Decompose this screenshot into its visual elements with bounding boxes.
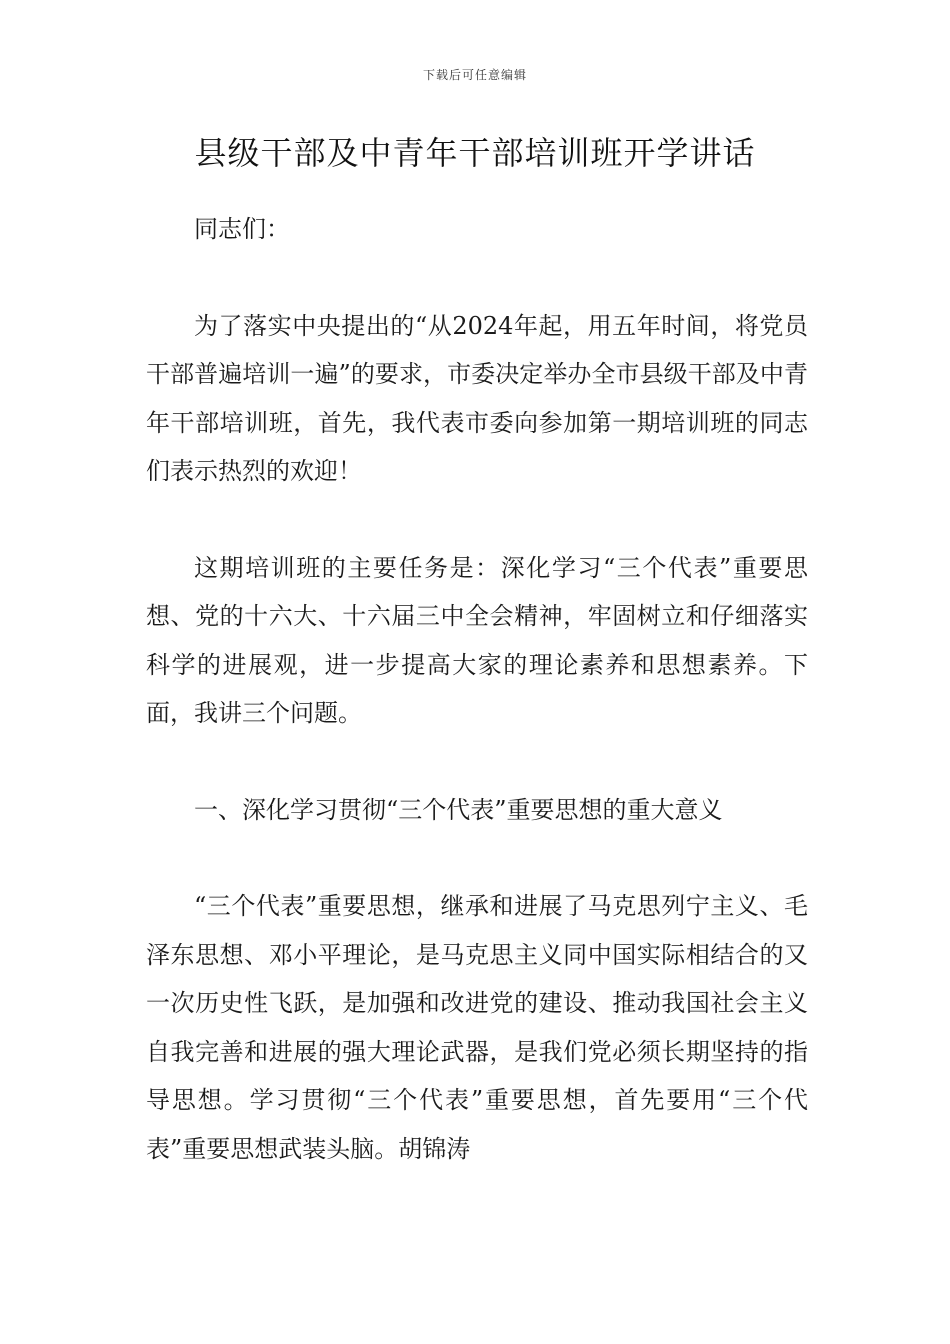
salutation: 同志们： — [194, 215, 290, 243]
document-title: 县级干部及中青年干部培训班开学讲话 — [194, 134, 756, 172]
header-note: 下载后可任意编辑 — [422, 68, 527, 82]
paragraph-intro: 为了落实中央提出的“从2024年起，用五年时间，将党员干部普遍培训一遍”的要求，市委决定举办全市县级干部及中青年干部培训班，首先，我代表市委向参加第一期培训班的同志们表示热烈的欢迎！ — [146, 311, 808, 485]
section-heading-1: 一、深化学习贯彻“三个代表”重要思想的重大意义 — [194, 795, 723, 824]
paragraph-tasks: 这期培训班的主要任务是：深化学习“三个代表”重要思想、党的十六大、十六届三中全会精神，牢固树立和仔细落实科学的进展观，进一步提高大家的理论素养和思想素养。下面，我讲三个问题。 — [146, 553, 808, 727]
document-body — [146, 205, 808, 1221]
paragraph-section-1: “三个代表”重要思想，继承和进展了马克思列宁主义、毛泽东思想、邓小平理论，是马克思主义同中国实际相结合的又一次历史性飞跃，是加强和改进党的建设、推动我国社会主义自我完善和进展的强大理论武器，是我们党必须长期坚持的指导思想。学习贯彻“三个代表”重要思想，首先要用“三个代表”重要思想武装头脑。胡锦涛 — [146, 892, 808, 1163]
